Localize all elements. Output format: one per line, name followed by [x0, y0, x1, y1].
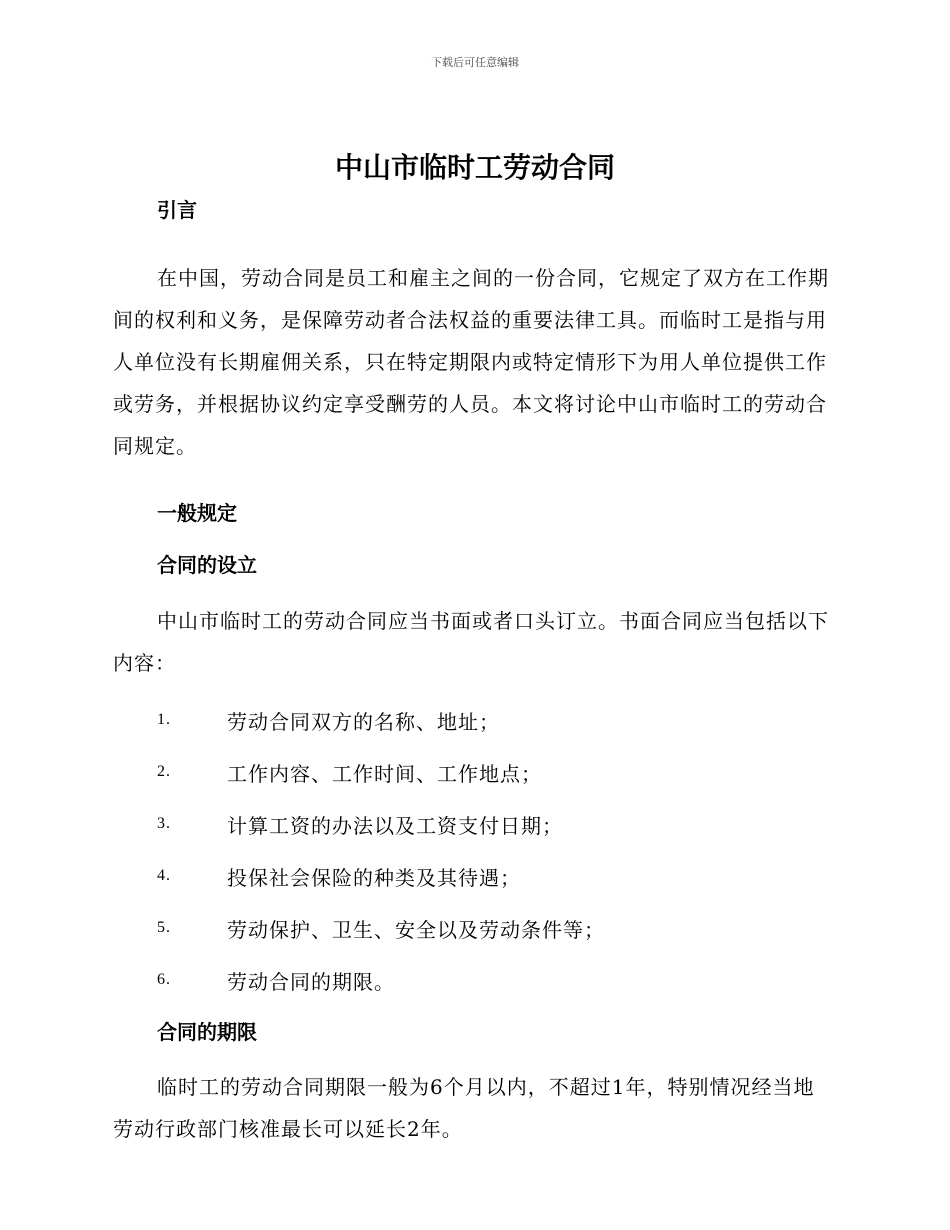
list-item-text: 投保社会保险的种类及其待遇； — [227, 865, 521, 890]
contract-items-list — [113, 694, 833, 1006]
intro-paragraph: 在中国，劳动合同是员工和雇主之间的一份合同，它规定了双方在工作期间的权利和义务，是保障劳动者合法权益的重要法律工具。而临时工是指与用人单位没有长期雇佣关系，只在特定期限内或特定情形下为用人单位提供工作或劳务，并根据协议约定享受酬劳的人员。本文将讨论中山市临时工的劳动合同规定。 — [113, 266, 829, 458]
list-item-number: 4. — [157, 867, 171, 884]
list-item-text: 计算工资的办法以及工资支付日期； — [227, 813, 563, 838]
list-item — [113, 694, 833, 746]
list-item-number: 5. — [157, 919, 171, 936]
list-item-text: 劳动合同双方的名称、地址； — [227, 709, 500, 734]
intro-heading: 引言 — [157, 198, 197, 222]
setup-paragraph: 中山市临时工的劳动合同应当书面或者口头订立。书面合同应当包括以下内容： — [113, 609, 829, 675]
list-item-text: 劳动保护、卫生、安全以及劳动条件等； — [227, 917, 605, 942]
list-item-number: 6. — [157, 971, 171, 988]
document-body — [113, 192, 833, 1150]
document-title: 中山市临时工劳动合同 — [334, 151, 615, 184]
list-item — [113, 850, 833, 902]
setup-heading: 合同的设立 — [157, 553, 257, 577]
term-heading: 合同的期限 — [157, 1020, 257, 1044]
list-item — [113, 954, 833, 1006]
general-heading: 一般规定 — [157, 501, 237, 525]
list-item-number: 3. — [157, 815, 171, 832]
list-item-text: 工作内容、工作时间、工作地点； — [227, 761, 542, 786]
list-item-number: 1. — [157, 711, 171, 728]
list-item — [113, 902, 833, 954]
list-item — [113, 746, 833, 798]
page-header-note: 下载后可任意编辑 — [431, 56, 519, 69]
list-item-text: 劳动合同的期限。 — [227, 969, 395, 994]
term-paragraph: 临时工的劳动合同期限一般为6个月以内，不超过1年，特别情况经当地劳动行政部门核准最长可以延长2年。 — [113, 1075, 815, 1141]
list-item-number: 2. — [157, 763, 171, 780]
list-item — [113, 798, 833, 850]
